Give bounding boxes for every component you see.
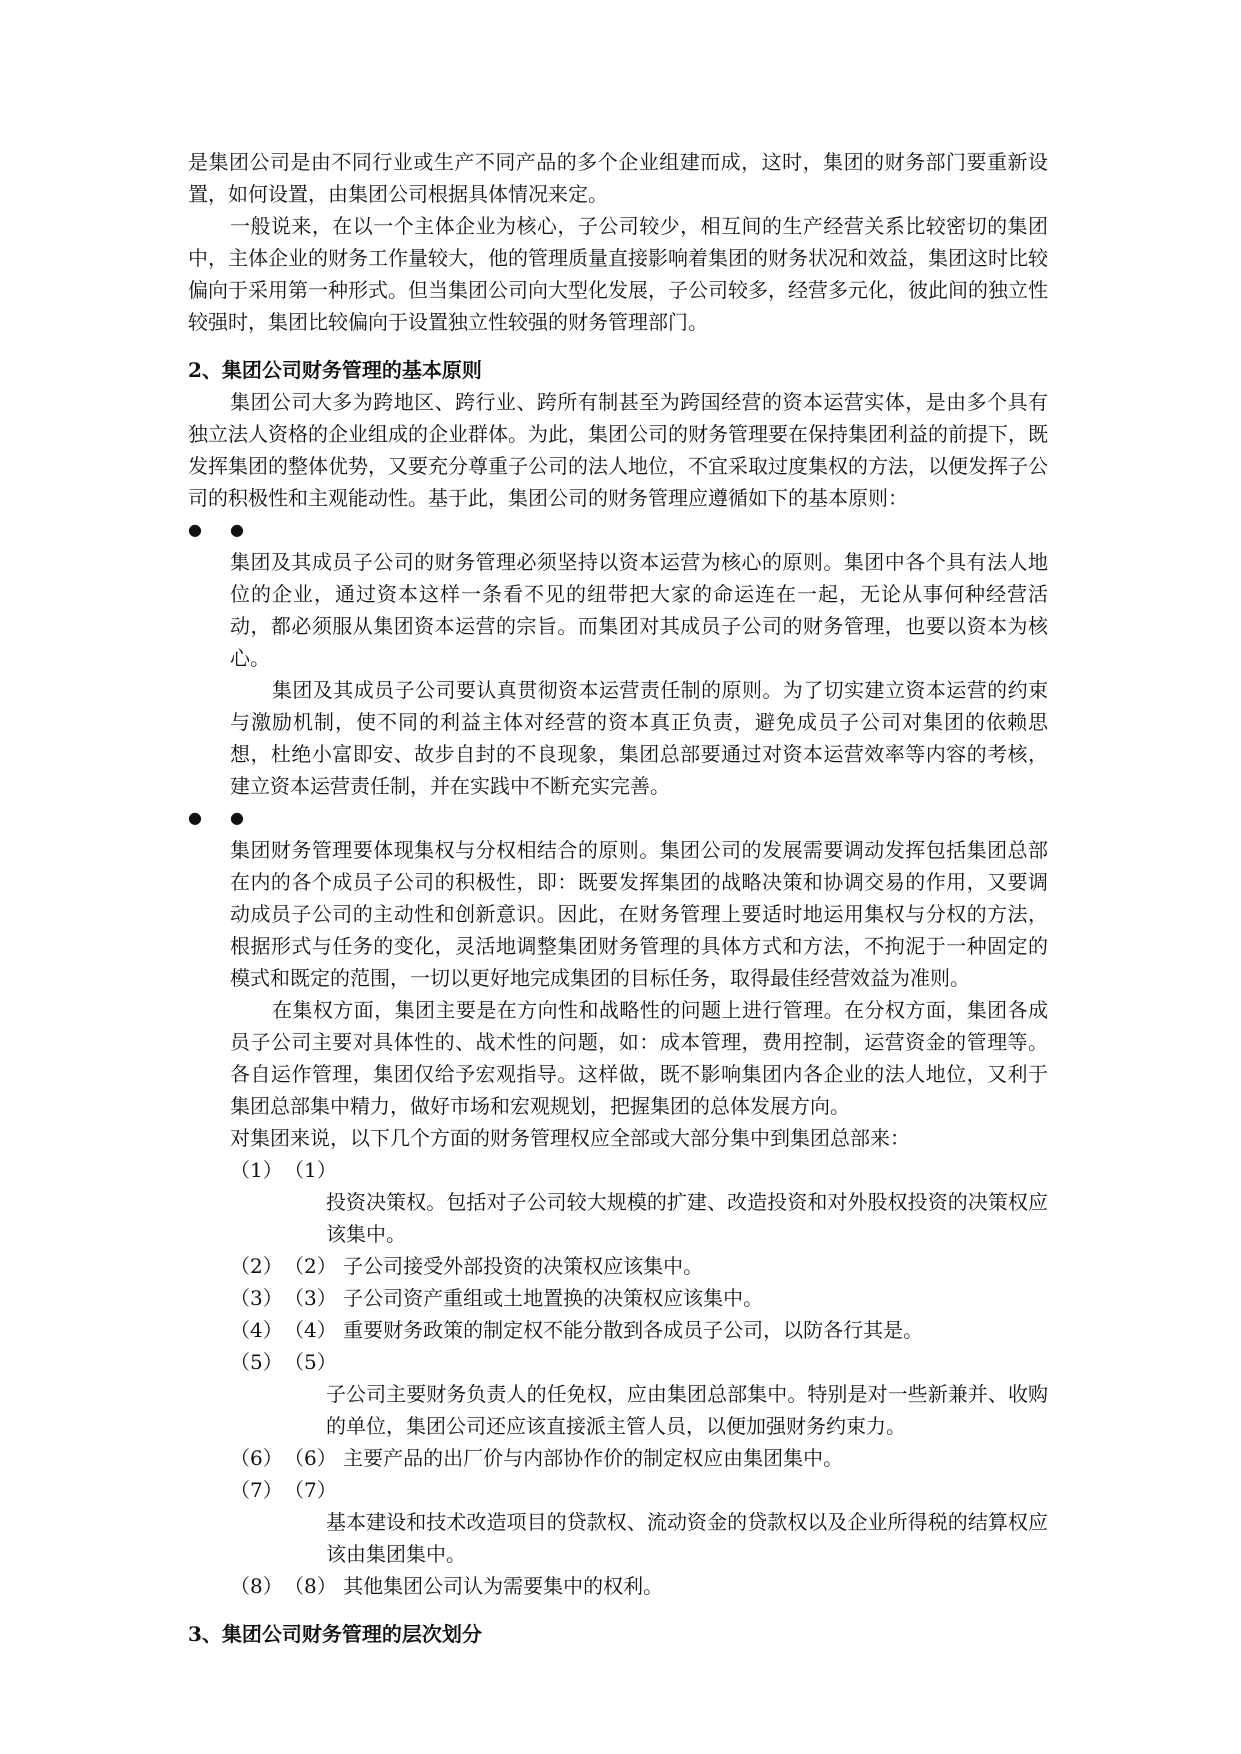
list-item [230,1474,1048,1570]
list-number: （3） [230,1286,283,1310]
paragraph: 集团公司大多为跨地区、跨行业、跨所有制甚至为跨国经营的资本运营实体，是由多个具有独立法人资格的企业组成的企业群体。为此，集团公司的财务管理要在保持集团利益的前提下，既发挥集团的整体优势，又要充分尊重子公司的法人地位，不宜采取过度集权的方法，以便发挥子公司的积极性和主观能动性。基于此，集团公司的财务管理应遵循如下的基本原则： [188,390,1048,510]
list-number-label: （6） [284,1446,337,1470]
list-number: （4） [230,1318,283,1342]
bullet-dot-icon: ● [230,808,244,827]
bullet-dot-icon: ● [188,808,202,827]
list-item-body: 子公司主要财务负责人的任免权，应由集团总部集中。特别是对一些新兼并、收购的单位，集团公司还应该直接派主管人员，以便加强财务约束力。 [326,1382,1048,1438]
paragraph: 在集权方面，集团主要是在方向性和战略性的问题上进行管理。在分权方面，集团各成员子公司主要对具体性的、战术性的问题，如：成本管理，费用控制，运营资金的管理等。各自运作管理，集团仅给予宏观指导。这样做，既不影响集团内各企业的法人地位，又利于集团总部集中精力，做好市场和宏观规划，把握集团的总体发展方向。 [230,998,1048,1118]
list-number-label: （4） [284,1318,337,1342]
list-number-label: （2） [284,1254,337,1278]
bullet-dot-icon: ● [188,520,202,539]
paragraph: 集团及其成员子公司的财务管理必须坚持以资本运营为核心的原则。集团中各个具有法人地位的企业，通过资本这样一条看不见的纽带把大家的命运连在一起，无论从事何种经营活动，都必须服从集团资本运营的宗旨。而集团对其成员子公司的财务管理，也要以资本为核心。 [230,550,1048,670]
bullet-marker-row [188,514,1048,546]
bullet-dot-icon: ● [230,520,244,539]
list-item [230,1314,1048,1346]
list-item-text: 子公司资产重组或土地置换的决策权应该集中。 [343,1286,764,1310]
list-item [230,1346,1048,1442]
list-number: （1） [230,1158,283,1182]
list-number: （5） [230,1350,283,1374]
list-item-text: 主要产品的出厂价与内部协作价的制定权应由集团集中。 [343,1446,844,1470]
list-item [230,1250,1048,1282]
list-item [230,1282,1048,1314]
paragraph: 一般说来，在以一个主体企业为核心，子公司较少，相互间的生产经营关系比较密切的集团中，主体企业的财务工作量较大，他的管理质量直接影响着集团的财务状况和效益，集团这时比较偏向于采用第一种形式。但当集团公司向大型化发展，子公司较多，经营多元化，彼此间的独立性较强时，集团比较偏向于设置独立性较强的财务管理部门。 [188,214,1048,334]
paragraph: 集团财务管理要体现集权与分权相结合的原则。集团公司的发展需要调动发挥包括集团总部在内的各个成员子公司的积极性，即：既要发挥集团的战略决策和协调交易的作用，又要调动成员子公司的主动性和创新意识。因此，在财务管理上要适时地运用集权与分权的方法，根据形式与任务的变化，灵活地调整集团财务管理的具体方式和方法，不拘泥于一种固定的模式和既定的范围，一切以更好地完成集团的目标任务，取得最佳经营效益为准则。 [230,838,1048,990]
list-item [230,1570,1048,1602]
bullet-marker-row [188,802,1048,834]
list-item-text: 子公司接受外部投资的决策权应该集中。 [343,1254,704,1278]
list-number-label: （8） [284,1574,337,1598]
list-number: （6） [230,1446,283,1470]
section-heading: 2、集团公司财务管理的基本原则 [188,358,482,382]
list-number-label: （7） [284,1478,337,1502]
numbered-list [230,1154,1048,1602]
list-item-body: 基本建设和技术改造项目的贷款权、流动资金的贷款权以及企业所得税的结算权应该由集团集中。 [326,1510,1048,1566]
list-number-label: （3） [284,1286,337,1310]
bullet-body [230,834,1048,1154]
list-item [230,1154,1048,1250]
paragraph: 对集团来说，以下几个方面的财务管理权应全部或大部分集中到集团总部来： [230,1126,910,1150]
list-number: （7） [230,1478,283,1502]
list-item-body: 投资决策权。包括对子公司较大规模的扩建、改造投资和对外股权投资的决策权应该集中。 [326,1190,1048,1246]
paragraph: 是集团公司是由不同行业或生产不同产品的多个企业组建而成，这时，集团的财务部门要重新设置，如何设置，由集团公司根据具体情况来定。 [188,150,1048,206]
list-number: （8） [230,1574,283,1598]
bullet-body [230,546,1048,802]
paragraph: 集团及其成员子公司要认真贯彻资本运营责任制的原则。为了切实建立资本运营的约束与激励机制，使不同的利益主体对经营的资本真正负责，避免成员子公司对集团的依赖思想，杜绝小富即安、故步自封的不良现象，集团总部要通过对资本运营效率等内容的考核，建立资本运营责任制，并在实践中不断充实完善。 [230,678,1048,798]
list-number-label: （1） [284,1158,337,1182]
list-item [230,1442,1048,1474]
list-item-text: 重要财务政策的制定权不能分散到各成员子公司，以防各行其是。 [343,1318,924,1342]
list-number-label: （5） [284,1350,337,1374]
document-page [188,146,1048,1650]
list-item-text: 其他集团公司认为需要集中的权利。 [343,1574,664,1598]
list-number: （2） [230,1254,283,1278]
section-heading: 3、集团公司财务管理的层次划分 [188,1622,482,1646]
